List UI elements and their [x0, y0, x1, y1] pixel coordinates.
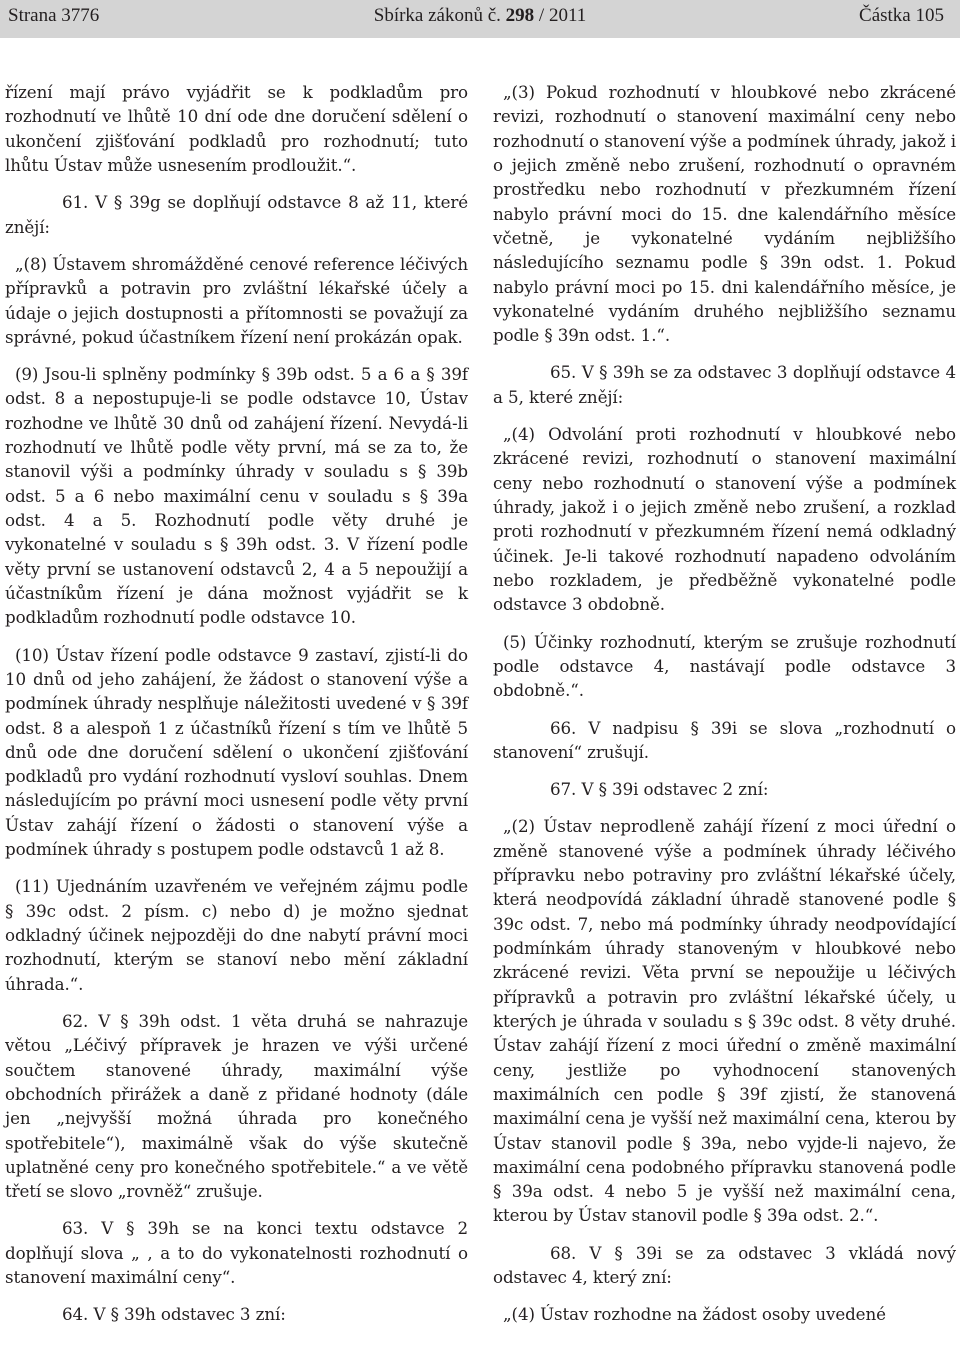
- page-header: [0, 0, 960, 38]
- amendment-point: 65. V § 39h se za odstavec 3 doplňují odstavce 4 a 5, které znějí:: [493, 362, 956, 407]
- law-number: 298: [505, 5, 535, 26]
- collection-prefix: Sbírka zákonů č.: [373, 5, 501, 26]
- paragraph: (5) Účinky rozhodnutí, kterým se zrušuje rozhodnutí podle odstavce 4, nastávají podle odstavce 3 obdobně.“.: [493, 631, 956, 701]
- paragraph: „(3) Pokud rozhodnutí v hloubkové nebo zkrácené revizi, rozhodnutí o stanovení maximální ceny nebo rozhodnutí o stanovení výše a podmínek úhrady, jakož i o jejich změně nebo zrušení, rozhodnutí o opravném prostředku nebo rozhodnutí v přezkumném řízení nabylo právní moci do 15. dne kalendářního měsíce včetně, je vykonatelné vydáním nejbližšího následujícího seznamu podle § 39n odst. 1. Pokud nabylo právní moci po 15. dni kalendářního měsíce, je vykonatelné vydáním druhého nejbližšího seznamu podle § 39n odst. 1.“.: [493, 82, 956, 346]
- paragraph: (10) Ústav řízení podle odstavce 9 zastaví, zjistí-li do 10 dnů od jeho zahájení, že žádost o stanovení výše a podmínek úhrady nesplňuje náležitosti uvedené v § 39f odst. 8 a alespoň 1 z účastníků řízení s tím ve lhůtě 5 dnů ode dne doručení sdělení o ukončení zjišťování podkladů pro vydání rozhodnutí vysloví souhlas. Dnem následujícím po právní moci usnesení podle věty první Ústav zahájí řízení o žádosti o stanovení výše a podmínek úhrady s postupem podle odstavců 1 až 8.: [5, 644, 468, 860]
- collection-title: [374, 5, 586, 27]
- paragraph: „(4) Odvolání proti rozhodnutí v hloubkové nebo zkrácené revizi, rozhodnutí o stanovení maximální ceny nebo rozhodnutí o stanovení výše a podmínek úhrady, jakož i o jejich změně nebo zrušení, a rozklad proti rozhodnutí v přezkumném řízení nemá odkladný účinek. Je-li takové rozhodnutí napadeno odvoláním nebo rozkladem, je předběžně vykonatelné podle odstavce 3 obdobně.: [493, 424, 956, 615]
- paragraph: „(2) Ústav neprodleně zahájí řízení z moci úřední o změně stanovené výše a podmínek úhrady léčivého přípravku nebo potraviny pro zvláštní lékařské účely, která neodpovídá základní úhradě stanovené podle § 39c odst. 7, nebo má podmínky úhrady neodpovídající podmínkám úhrady stanoveným v hloubkové nebo zkrácené revizi. Věta první se nepoužije u léčivých přípravků a potravin pro zvláštní lékařské účely, u kterých je úhrada v souladu s § 39c odst. 8 věty druhé. Ústav zahájí řízení z moci úřední o změně maximální ceny, jestliže po vyhodnocení stanovených maximálních cen podle § 39f zjistí, že stanovená maximální cena je vyšší než maximální cena, kterou by Ústav stanovil podle § 39a, nebo vyjde-li najevo, že maximální cena podobného přípravku stanovená podle § 39a odst. 4 nebo 5 je vyšší než maximální cena, kterou by Ústav stanovil podle § 39a odst. 2.“.: [493, 816, 956, 1226]
- amendment-point: 67. V § 39i odstavec 2 zní:: [550, 779, 769, 800]
- amendment-point: 68. V § 39i se za odstavec 3 vkládá nový odstavec 4, který zní:: [493, 1242, 956, 1288]
- amendment-point: 61. V § 39g se doplňují odstavce 8 až 11, které znějí:: [5, 192, 468, 237]
- amendment-point: 62. V § 39h odst. 1 věta druhá se nahrazuje větou „Léčivý přípravek je hrazen ve výši určené součtem stanovené úhrady, maximální výše obchodních přirážek a daně z přidané hodnoty (dále jen „nejvyšší možná úhrada pro konečného spotřebitele“), maximálně však do výše skutečně uplatněné ceny pro konečného spotřebitele.“ a ve větě třetí se slovo „rovněž“ zrušuje.: [5, 1010, 468, 1202]
- paragraph: „(4) Ústav rozhodne na žádost osoby uvedené: [503, 1304, 886, 1325]
- left-column: [5, 80, 468, 1340]
- page-number: Strana 3776: [8, 5, 100, 26]
- amendment-point: 64. V § 39h odstavec 3 zní:: [62, 1304, 286, 1325]
- amendment-point: 63. V § 39h se na konci textu odstavce 2 doplňují slova „ , a to do vykonatelnosti rozhodnutí o stanovení maximální ceny“.: [5, 1218, 468, 1288]
- paragraph: (11) Ujednáním uzavřeném ve veřejném zájmu podle § 39c odst. 2 písm. c) nebo d) je možno sjednat odkladný účinek nejpozději do dne nabytí právní moci rozhodnutí, kterým se stanoví nebo mění základní úhrada.“.: [5, 876, 468, 994]
- paragraph: řízení mají právo vyjádřit se k podkladům pro rozhodnutí ve lhůtě 10 dní ode dne doručení sdělení o ukončení zjišťování podkladů pro rozhodnutí; tuto lhůtu Ústav může usnesením prodloužit.“.: [5, 82, 468, 175]
- amendment-point: 66. V nadpisu § 39i se slova „rozhodnutí o stanovení“ zrušují.: [493, 717, 956, 762]
- paragraph: (9) Jsou-li splněny podmínky § 39b odst. 5 a 6 a § 39f odst. 8 a nepostupuje-li se podle odstavce 10, Ústav rozhodne ve lhůtě 30 dnů od zahájení řízení. Nevydá-li rozhodnutí ve lhůtě podle věty první, má se za to, že stanovil výši a podmínky úhrady v souladu s § 39b odst. 5 a 6 nebo maximální cenu v souladu s § 39a odst. 4 a 5. Rozhodnutí podle věty druhé je vykonatelné v souladu s § 39h odst. 3. V řízení podle věty první se ustanovení odstavců 2, 4 a 5 nepoužijí a účastníkům řízení je dána možnost vyjádřit se k podkladům rozhodnutí podle odstavce 10.: [5, 364, 468, 628]
- paragraph: „(8) Ústavem shromážděné cenové reference léčivých přípravků a potravin pro zvláštní lékařské účely a údaje o jejich dostupnosti a přítomnosti se považují za správné, pokud účastníkem řízení není prokázán opak.: [5, 253, 468, 347]
- law-year: / 2011: [538, 5, 587, 26]
- issue-part: Částka 105: [859, 5, 944, 26]
- right-column: [493, 80, 956, 1340]
